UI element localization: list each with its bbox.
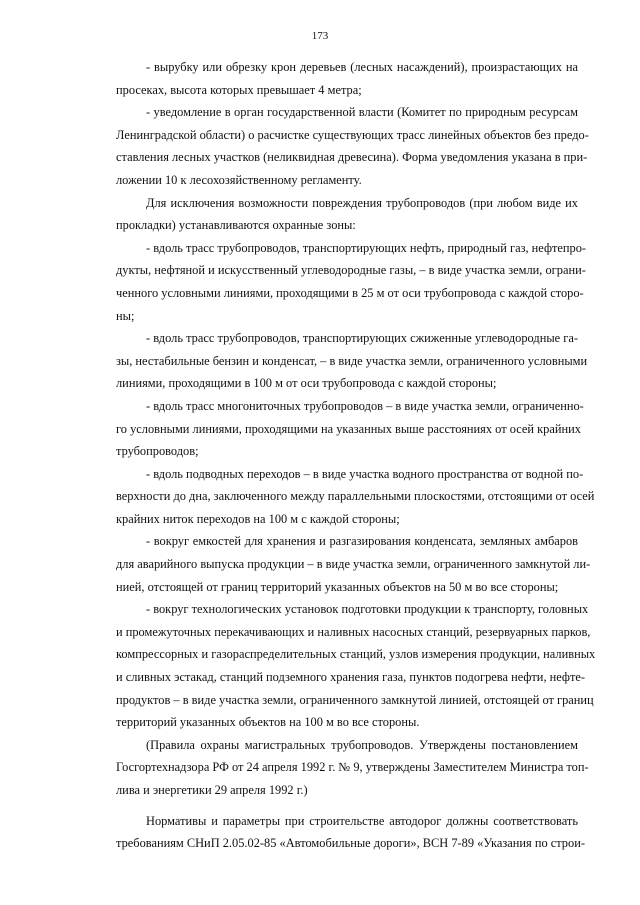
text-line: Для исключения возможности повреждения трубопроводов (при любом виде их	[146, 195, 578, 210]
text-line: ставления лесных участков (неликвидная древесина). Форма уведомления указана в при-	[116, 150, 588, 165]
text-line: - вдоль подводных переходов – в виде участка водного пространства от водной по-	[146, 466, 584, 481]
text-line: лива и энергетики 29 апреля 1992 г.)	[116, 783, 308, 797]
text-line: нией, отстоящей от границ территорий указанных объектов на 50 м во все стороны;	[116, 579, 559, 594]
text-line: прокладки) устанавливаются охранные зоны:	[116, 218, 356, 233]
text-line: просеках, высота которых превышает 4 метра;	[116, 82, 362, 97]
text-line: - вокруг емкостей для хранения и разгазирования конденсата, земляных амбаров	[146, 534, 578, 549]
text-line: для аварийного выпуска продукции – в виде участка земли, ограниченного замкнутой ли-	[116, 557, 591, 572]
text-line: ложении 10 к лесохозяйственному регламенту.	[116, 172, 362, 187]
text-line: го условными линиями, проходящими на указанных выше расстояниях от осей крайних	[116, 421, 581, 436]
text-line: ченного условными линиями, проходящими в 25 м от оси трубопровода с каждой сторо-	[116, 285, 584, 300]
text-line: линиями, проходящими в 100 м от оси трубопровода с каждой стороны;	[116, 376, 497, 391]
text-line: ны;	[116, 308, 135, 323]
text-line: и промежуточных перекачивающих и наливных насосных станций, резервуарных парков,	[116, 624, 591, 639]
text-line: компрессорных и газораспределительных станций, узлов измерения продукции, наливных	[116, 647, 596, 662]
text-line: продуктов – в виде участка земли, ограниченного замкнутой линией, отстоящей от границ	[116, 692, 594, 707]
page-number: 173	[311, 30, 329, 42]
text-line: - вокруг технологических установок подготовки продукции к транспорту, головных	[146, 602, 589, 617]
text-line: Госгортехнадзора РФ от 24 апреля 1992 г. № 9, утверждены Заместителем Министра топ-	[116, 760, 589, 775]
text-line: верхности до дна, заключенного между параллельными плоскостями, отстоящими от осей	[116, 489, 595, 504]
text-line: зы, нестабильные бензин и конденсат, – в виде участка земли, ограниченного условными	[116, 353, 588, 368]
text-line: - уведомление в орган государственной власти (Комитет по природным ресурсам	[146, 105, 578, 120]
text-line: Ленинградской области) о расчистке существующих трасс линейных объектов без предо-	[116, 127, 589, 142]
text-line: - вдоль трасс трубопроводов, транспортирующих сжиженные углеводородные га-	[146, 331, 578, 346]
text-line: - вдоль трасс трубопроводов, транспортирующих нефть, природный газ, нефтепро-	[146, 240, 587, 255]
text-line: Нормативы и параметры при строительстве автодорог должны соответствовать	[146, 813, 578, 828]
text-line: (Правила охраны магистральных трубопроводов. Утверждены постановлением	[146, 737, 578, 752]
text-line: - вдоль трасс многониточных трубопроводов – в виде участка земли, ограниченно-	[146, 398, 584, 413]
text-line: дукты, нефтяной и искусственный углеводородные газы, – в виде участка земли, ограни-	[116, 263, 586, 278]
text-line: и сливных эстакад, станций подземного хранения газа, пунктов подогрева нефти, нефте-	[116, 670, 585, 685]
page-body	[116, 56, 596, 855]
text-line: требованиям СНиП 2.05.02-85 «Автомобильные дороги», ВСН 7-89 «Указания по строи-	[116, 836, 585, 851]
text-line: территорий указанных объектов на 100 м во все стороны.	[116, 715, 420, 730]
text-line: крайних ниток переходов на 100 м с каждой стороны;	[116, 511, 400, 526]
text-line: трубопроводов;	[116, 444, 199, 459]
text-line: - вырубку или обрезку крон деревьев (лесных насаждений), произрастающих на	[146, 60, 578, 74]
